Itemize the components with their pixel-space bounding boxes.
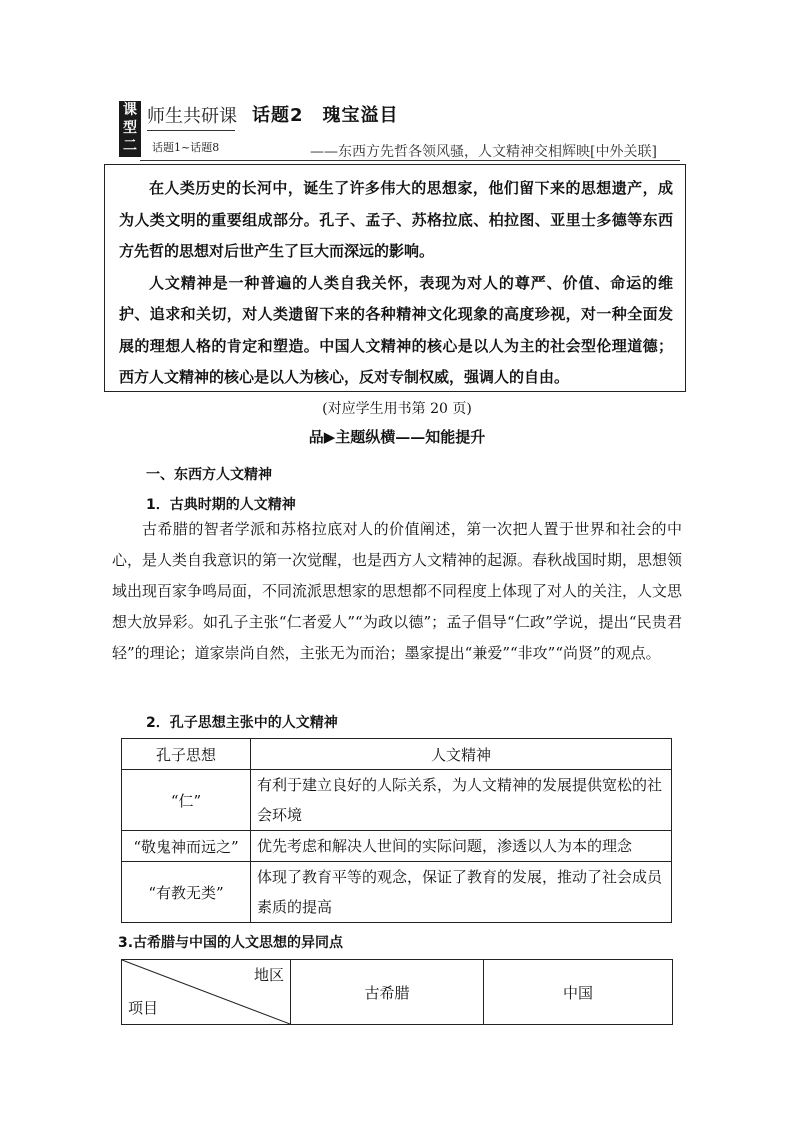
heading-humanism: 一、东西方人文精神 [146,467,272,483]
table-row [122,770,672,831]
topic-title: 话题2 瑰宝溢目 [252,105,399,126]
page-reference: (对应学生用书第 20 页) [322,401,472,417]
header-divider [140,160,680,161]
table-header: 人文精神 [251,739,672,770]
intro-paragraph: 人文精神是一种普遍的人类自我关怀，表现为对人的尊严、价值、命运的维护、追求和关切，对人类遗留下来的各种精神文化现象的高度珍视，对一种全面发展的理想人格的肯定和塑造。中国人文精神的核心是以人为主的社会型伦理道德；西方人文精神的核心是以人为核心，反对专制权威，强调人的自由。 [119,273,673,386]
table-row [122,862,672,923]
subheading-classical: 1．古典时期的人文精神 [146,497,296,513]
tag-char: 二 [123,138,137,154]
topic-subtitle: ——东西方先哲各领风骚，人文精神交相辉映[中外关联] [310,144,657,160]
topic-range: 话题1~话题8 [152,141,220,154]
body-paragraph: 古希腊的智者学派和苏格拉底对人的价值阐述，第一次把人置于世界和社会的中心，是人类自我意识的第一次觉醒，也是西方人文精神的起源。春秋战国时期，思想领域出现百家争鸣局面，不同流派思想家的思想都不同程度上体现了对人的关注，人文思想大放异彩。如孔子主张“仁者爱人”“为政以德”；孟子倡导“仁政”学说，提出“民贵君轻”的理论；道家崇尚自然，主张无为而治；墨家提出“兼爱”“非攻”“尚贤”的观点。 [112,520,683,662]
diagonal-header-cell [122,960,291,1025]
table-cell: 体现了教育平等的观念，保证了教育的发展，推动了社会成员素质的提高 [251,862,672,923]
tag-char: 型 [123,120,137,136]
corner-label-item: 项目 [128,999,159,1017]
table-row [122,831,672,862]
comparison-table [121,959,673,1025]
table-header-row [122,960,673,1025]
table-cell: 有利于建立良好的人际关系，为人文精神的发展提供宽松的社会环境 [251,770,672,831]
table-cell: “有教无类” [122,862,251,923]
confucius-table [121,738,672,923]
corner-label-region: 地区 [253,966,284,984]
table-header-row [122,739,672,770]
subheading-comparison: 3.古希腊与中国的人文思想的异同点 [118,935,344,951]
table-header: 中国 [484,960,673,1025]
table-cell: “仁” [122,770,251,831]
section-heading: 品▶主题纵横——知能提升 [308,428,486,446]
table-header: 古希腊 [291,960,484,1025]
course-label: 师生共研课 [147,106,237,127]
table-cell: 优先考虑和解决人世间的实际问题，渗透以人为本的理念 [251,831,672,862]
table-cell: “敬鬼神而远之” [122,831,251,862]
lesson-type-tag [119,101,141,157]
intro-paragraph: 在人类历史的长河中，诞生了许多伟大的思想家，他们留下来的思想遗产，成为人类文明的重要组成部分。孔子、孟子、苏格拉底、柏拉图、亚里士多德等东西方先哲的思想对后世产生了巨大而深远的影响。 [119,179,673,260]
tag-char: 课 [123,102,137,118]
subheading-confucius: 2．孔子思想主张中的人文精神 [146,715,338,731]
course-underline [147,130,235,131]
intro-box [104,164,686,392]
table-header: 孔子思想 [122,739,251,770]
